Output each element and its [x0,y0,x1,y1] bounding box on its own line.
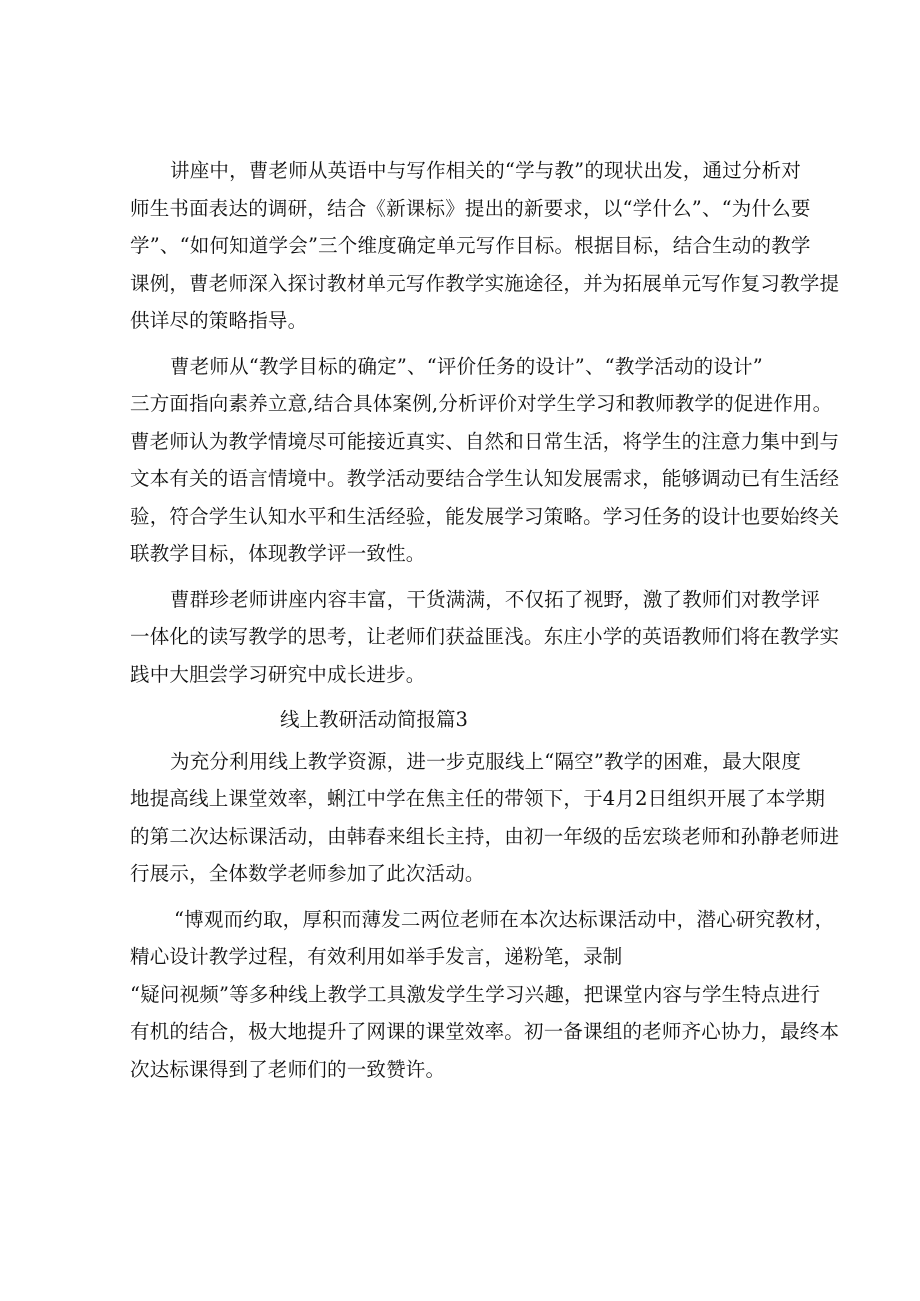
text-line: 精心设计教学过程，有效利用如举手发言，递粉笔，录制 [130,945,623,968]
text-line: 一体化的读写教学的思考，让老师们获益匪浅。东庄小学的英语教师们将在教学实 [130,625,840,648]
text-line: 供详尽的策略指导。 [130,309,308,332]
text-line: 三方面指向素养立意,结合具体案例,分析评价对学生学习和教师教学的促进作用。 [130,392,833,415]
text-line: 次达标课得到了老师们的一致赞许。 [130,1057,446,1081]
paragraph-teaching-design [130,348,840,573]
text-line: 曹老师认为教学情境尽可能接近真实、自然和日常生活，将学生的注意力集中到与 [130,429,840,453]
paragraph-activity-overview [130,743,840,893]
text-line: 文本有关的语言情境中。教学活动要结合学生认知发展需求，能够调动已有生活经 [130,467,840,490]
paragraph-activity-result [130,901,840,1089]
section-title: 线上教研活动简报篇3 [280,708,468,731]
paragraph-lecture-intro [130,152,840,340]
text-line: 讲座中，曹老师从英语中与写作相关的“学与教”的现状出发，通过分析对 [170,159,802,182]
text-line: 学”、“如何知道学会”三个维度确定单元写作目标。根据目标，结合生动的教学 [130,234,811,257]
paragraph-lecture-summary [130,581,840,694]
text-line: 有机的结合，极大地提升了网课的课堂效率。初一备课组的老师齐心协力，最终本 [130,1020,840,1043]
text-line: 曹老师从“教学目标的确定”、“评价任务的设计”、“教学活动的设计” [170,354,763,378]
text-line: “疑问视频”等多种线上教学工具激发学生学习兴趣，把课堂内容与学生特点进行 [130,982,821,1006]
text-line: 曹群珍老师讲座内容丰富，干货满满，不仅拓了视野，激了教师们对教学评 [170,587,821,611]
text-line: 行展示，全体数学老师参加了此次活动。 [130,862,485,885]
text-line: 课例，曹老师深入探讨教材单元写作教学实施途径，并为拓展单元写作复习教学提 [130,271,840,295]
text-line: 师生书面表达的调研，结合《新课标》提出的新要求，以“学什么”、“为什么要 [130,196,811,220]
document-body [130,152,840,1096]
text-line: “博观而约取，厚积而薄发二两位老师在本次达标课活动中，潜心研究教材， [174,907,835,931]
text-line: 的第二次达标课活动，由韩春来组长主持，由初一年级的岳宏琰老师和孙静老师进 [130,824,840,848]
text-line: 践中大胆尝学习研究中成长进步。 [130,662,426,686]
text-line: 验，符合学生认知水平和生活经验，能发展学习策略。学习任务的设计也要始终关 [130,504,840,528]
text-line: 联教学目标，体现教学评一致性。 [130,542,426,565]
text-line: 为充分利用线上教学资源，进一步克服线上“隔空”教学的困难，最大限度 [170,749,802,773]
text-line: 地提高线上课堂效率，蜊江中学在焦主任的带领下，于4月2日组织开展了本学期 [130,787,826,810]
